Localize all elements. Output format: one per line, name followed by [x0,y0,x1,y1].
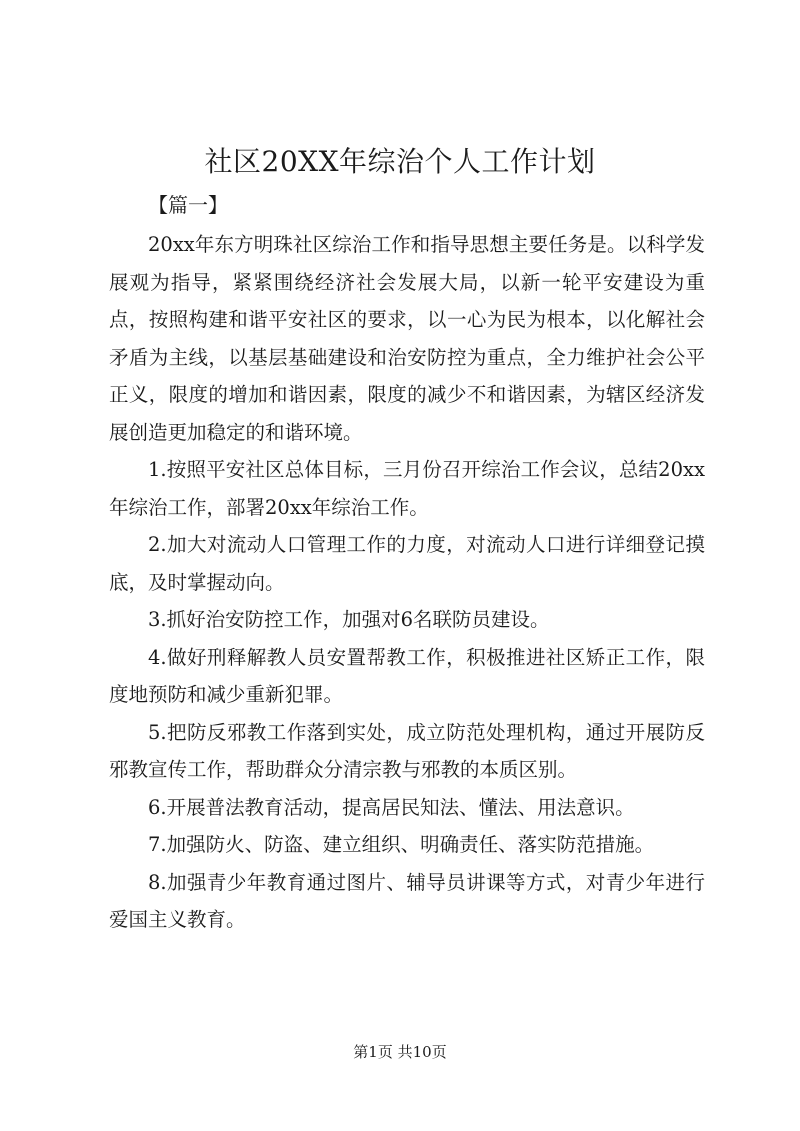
plan-item-1: 1.按照平安社区总体目标，三月份召开综治工作会议，总结20xx年综治工作，部署20xx年综治工作。 [109,458,705,519]
intro-paragraph: 20xx年东方明珠社区综治工作和指导思想主要任务是。以科学发展观为指导，紧紧围绕经济社会发展大局，以新一轮平安建设为重点，按照构建和谐平安社区的要求，以一心为民为根本，以化解社会矛盾为主线，以基层基础建设和治安防控为重点，全力维护社会公平正义，限度的增加和谐因素，限度的减少不和谐因素，为辖区经济发展创造更加稳定的和谐环境。 [109,233,705,444]
page-footer: 第1页 共10页 [353,1043,447,1061]
plan-item-3: 3.抓好治安防控工作，加强对6名联防员建设。 [148,608,550,631]
section-label: 【篇一】 [148,193,228,217]
plan-item-8: 8.加强青少年教育通过图片、辅导员讲课等方式，对青少年进行爱国主义教育。 [109,870,705,931]
plan-item-4: 4.做好刑释解教人员安置帮教工作，积极推进社区矫正工作，限度地预防和减少重新犯罪。 [109,645,705,706]
plan-item-6: 6.开展普法教育活动，提高居民知法、懂法、用法意识。 [148,795,635,819]
document-title: 社区20XX年综治个人工作计划 [204,145,596,178]
document-body [109,226,705,939]
plan-item-7: 7.加强防火、防盗、建立组织、明确责任、落实防范措施。 [148,833,655,856]
plan-item-5: 5.把防反邪教工作落到实处，成立防范处理机构，通过开展防反邪教宣传工作，帮助群众分清宗教与邪教的本质区别。 [109,720,705,781]
plan-item-2: 2.加大对流动人口管理工作的力度，对流动人口进行详细登记摸底，及时掌握动向。 [109,533,705,594]
